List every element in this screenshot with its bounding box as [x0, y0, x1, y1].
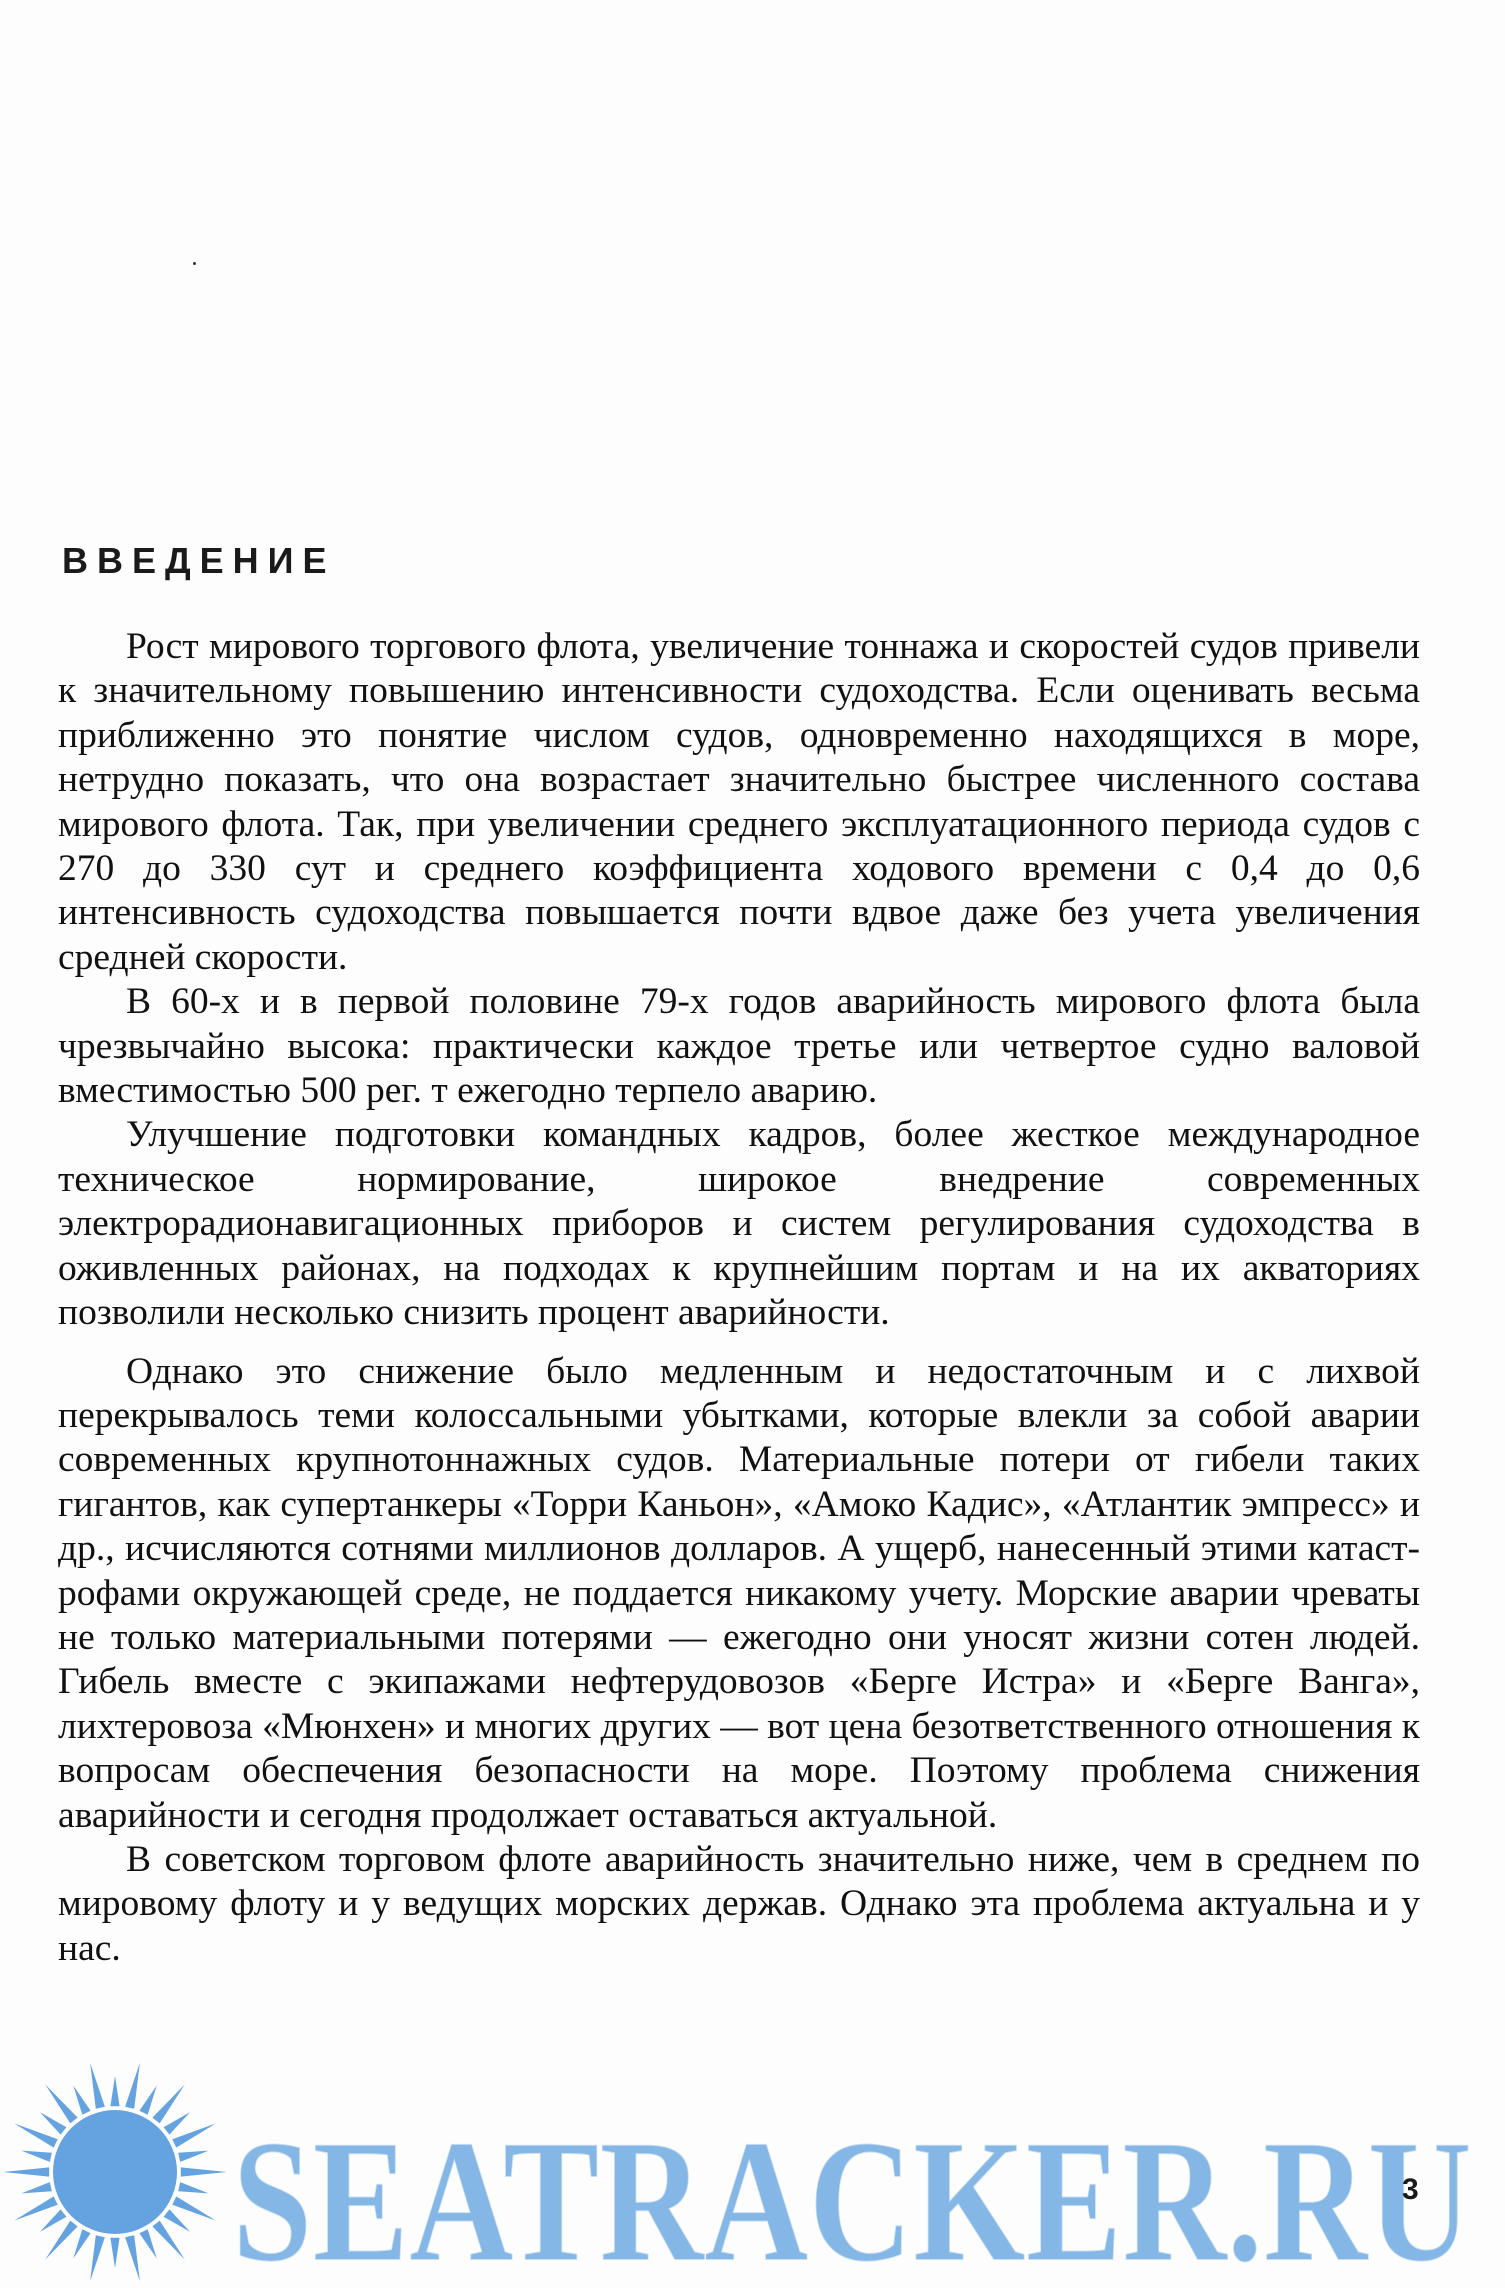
watermark	[0, 2060, 1505, 2288]
sun-ray	[45, 2221, 77, 2260]
sun-ray	[40, 2209, 67, 2232]
chapter-heading: ВВЕДЕНИЕ	[62, 540, 336, 581]
paragraph-4: Однако это снижение было медленным и недостаточным и с лихвой перекрывалось теми колоссальными убытками, которые влекли за собой аварии современных крупнотоннажных судов. Материальные потери от гибели таких гигантов, как супертанкеры «Торри Каньон», «Амоко Кадис», «Атлантик эмпресс» и др., исчисляются сотнями миллионов долларов. А ущерб, нанесенный этими катастрофами окружающей среде, не поддается никакому учету. Морские аварии чреваты не только материальными потерями — ежегодно они уносят жизни сотен людей. Гибель вместе с экипажами нефтерудовозов «Берге Истра» и «Берге Ванга», лихтеровоза «Мюнхен» и многих других — вот цена безответственного отношения к вопросам обеспечения безопасности на море. Поэтому проблема снижения аварийности и сегодня продолжает оставаться актуальной.	[58, 1350, 1420, 1836]
sun-ray	[45, 2084, 77, 2123]
sun-ray	[125, 2235, 140, 2281]
sun-ray	[152, 2221, 184, 2260]
sun-logo-icon	[3, 2063, 227, 2281]
paragraph-2: В 60-х и в первой половине 79-х годов аварийность мирового флота была чрезвычайно высока: практически каждое третье или четвертое судно валовой вместимостью 500 рег. т ежегодно терпело аварию.	[58, 981, 1420, 1112]
sun-ray	[110, 2238, 119, 2268]
sun-ray	[164, 2209, 191, 2232]
sun-ray	[21, 2151, 51, 2162]
sun-ray	[73, 2229, 90, 2258]
sun-ray	[172, 2196, 216, 2220]
paragraph-3: Улучшение подготовки командных кадров, более жесткое международное техническое нормирование, широкое внедрение современных электрорадионавигационных приборов и систем регулирования судоходства в оживленных районах, на подходах к крупнейшим портам и на их акваториях позволили несколько снизить процент аварийности.	[58, 1114, 1420, 1334]
sun-ray	[152, 2084, 184, 2123]
sun-ray	[40, 2112, 67, 2135]
sun-ray	[139, 2229, 156, 2258]
sun-ray	[14, 2123, 58, 2147]
body-text	[58, 625, 1420, 1971]
sun-ray	[21, 2182, 51, 2193]
page-number: 3	[1402, 2173, 1419, 2206]
sun-ray	[90, 2063, 105, 2109]
sun-ray	[178, 2151, 208, 2162]
sun-ray	[139, 2086, 156, 2115]
sun-ray	[181, 2167, 227, 2176]
sun-ray	[3, 2167, 49, 2176]
watermark-text: SEATRACKER.RU	[232, 2104, 1472, 2288]
sun-ray	[172, 2123, 216, 2147]
sun-ray	[125, 2063, 140, 2109]
sun-ray	[73, 2086, 90, 2115]
sun-ray	[164, 2112, 191, 2135]
sun-ray	[178, 2182, 208, 2193]
sun-ray	[14, 2196, 58, 2220]
paragraph-1: Рост мирового торгового флота, увеличение тоннажа и скоростей судов привели к значительному повышению интенсивности судоходства. Если оценивать весьма приближенно это понятие числом судов, одновременно находящихся в море, нетрудно показать, что она возрастает значительно быстрее численного состава мирового флота. Так, при увеличении среднего эксплуатационного периода судов с 270 до 330 сут и среднего коэффициента ходового времени с 0,4 до 0,6 интенсивность судоходства повышается почти вдвое даже без учета увеличения средней скорости.	[58, 626, 1420, 978]
scan-speck	[193, 262, 196, 265]
sun-ray	[110, 2076, 119, 2106]
paragraph-5: В советском торговом флоте аварийность значительно ниже, чем в среднем по мировому флоту и у ведущих морских держав. Однако эта проблема актуальна и у нас.	[58, 1838, 1420, 1969]
sun-ray	[90, 2235, 105, 2281]
